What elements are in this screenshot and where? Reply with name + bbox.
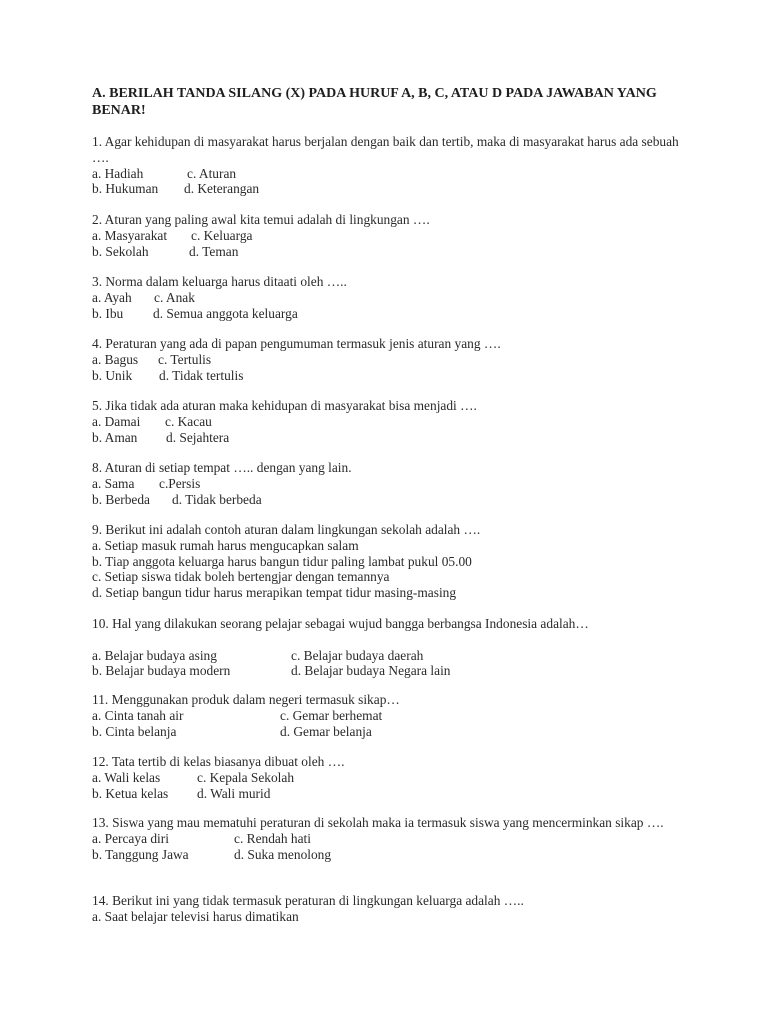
option-d: d. Teman bbox=[189, 243, 239, 259]
option-c: c. Kacau bbox=[165, 413, 212, 429]
option-a: a. Hadiah bbox=[92, 165, 144, 181]
question-11 bbox=[92, 692, 692, 739]
option-b: b. Berbeda bbox=[92, 491, 151, 507]
question-stem: 12. Tata tertib di kelas biasanya dibuat oleh …. bbox=[92, 754, 345, 769]
option-c: c. Rendah hati bbox=[234, 830, 311, 846]
option-a: a. Sama bbox=[92, 475, 135, 491]
question-stem: 9. Berikut ini adalah contoh aturan dalam lingkungan sekolah adalah …. bbox=[92, 522, 481, 537]
option-a: a. Saat belajar televisi harus dimatikan bbox=[92, 908, 299, 924]
question-9 bbox=[92, 522, 692, 601]
question-stem: 3. Norma dalam keluarga harus ditaati oleh ….. bbox=[92, 274, 347, 289]
question-stem: 10. Hal yang dilakukan seorang pelajar sebagai wujud bangga berbangsa Indonesia adalah… bbox=[92, 616, 589, 631]
question-2 bbox=[92, 212, 692, 259]
option-c: c. Tertulis bbox=[158, 351, 212, 367]
option-d: d. Belajar budaya Negara lain bbox=[291, 663, 451, 679]
question-4 bbox=[92, 336, 692, 383]
option-a: a. Ayah bbox=[92, 289, 132, 305]
option-b: b. Cinta belanja bbox=[92, 723, 177, 739]
question-stem: 5. Jika tidak ada aturan maka kehidupan di masyarakat bisa menjadi …. bbox=[92, 398, 477, 413]
option-a: a. Bagus bbox=[92, 351, 139, 367]
question-8 bbox=[92, 460, 692, 507]
option-c: c.Persis bbox=[159, 475, 201, 491]
question-stem: 13. Siswa yang mau mematuhi peraturan di sekolah maka ia termasuk siswa yang mencerminkan sikap …. bbox=[92, 815, 664, 830]
option-b: b. Aman bbox=[92, 429, 138, 445]
option-c: c. Belajar budaya daerah bbox=[291, 647, 424, 663]
option-b: b. Ibu bbox=[92, 305, 124, 321]
question-13 bbox=[92, 815, 692, 862]
option-a: a. Belajar budaya asing bbox=[92, 647, 217, 663]
option-d: d. Sejahtera bbox=[166, 429, 230, 445]
question-stem: 1. Agar kehidupan di masyarakat harus berjalan dengan baik dan tertib, maka di masyarakat harus ada sebuah …. bbox=[92, 134, 679, 165]
option-b: b. Hukuman bbox=[92, 181, 159, 197]
option-c: c. Kepala Sekolah bbox=[197, 769, 295, 785]
instruction-heading: A. BERILAH TANDA SILANG (X) PADA HURUF A, B, C, ATAU D PADA JAWABAN YANG BENAR! bbox=[92, 86, 657, 118]
option-b: b. Belajar budaya modern bbox=[92, 663, 231, 679]
question-14 bbox=[92, 893, 692, 925]
option-a: a. Wali kelas bbox=[92, 769, 161, 785]
option-b: b. Ketua kelas bbox=[92, 785, 169, 801]
option-d: d. Wali murid bbox=[197, 785, 271, 801]
option-d: d. Suka menolong bbox=[234, 846, 332, 862]
option-d: d. Semua anggota keluarga bbox=[153, 305, 298, 321]
option-c: c. Gemar berhemat bbox=[280, 707, 383, 723]
question-3 bbox=[92, 274, 692, 321]
option-c: c. Anak bbox=[154, 289, 195, 305]
question-stem: 14. Berikut ini yang tidak termasuk peraturan di lingkungan keluarga adalah ….. bbox=[92, 893, 524, 908]
question-12 bbox=[92, 754, 692, 801]
option-b: b. Tanggung Jawa bbox=[92, 846, 189, 862]
option-d: d. Gemar belanja bbox=[280, 723, 372, 739]
option-c: c. Aturan bbox=[187, 165, 237, 181]
question-stem: 8. Aturan di setiap tempat ….. dengan yang lain. bbox=[92, 460, 352, 475]
option-a: a. Cinta tanah air bbox=[92, 707, 184, 723]
question-stem: 2. Aturan yang paling awal kita temui adalah di lingkungan …. bbox=[92, 212, 430, 227]
option-d: d. Setiap bangun tidur harus merapikan tempat tidur masing-masing bbox=[92, 585, 457, 601]
option-b: b. Sekolah bbox=[92, 243, 149, 259]
option-a: a. Percaya diri bbox=[92, 830, 169, 846]
option-c: c. Setiap siswa tidak boleh bertengjar dengan temannya bbox=[92, 569, 390, 585]
question-1 bbox=[92, 134, 692, 197]
option-b: b. Tiap anggota keluarga harus bangun tidur paling lambat pukul 05.00 bbox=[92, 553, 472, 569]
option-a: a. Damai bbox=[92, 413, 141, 429]
question-10 bbox=[92, 616, 692, 679]
question-5 bbox=[92, 398, 692, 445]
option-a: a. Setiap masuk rumah harus mengucapkan salam bbox=[92, 537, 359, 553]
question-stem: 4. Peraturan yang ada di papan pengumuman termasuk jenis aturan yang …. bbox=[92, 336, 501, 351]
option-d: d. Keterangan bbox=[184, 181, 260, 197]
option-c: c. Keluarga bbox=[191, 227, 253, 243]
option-b: b. Unik bbox=[92, 367, 133, 383]
option-a: a. Masyarakat bbox=[92, 227, 168, 243]
option-d: d. Tidak berbeda bbox=[172, 491, 262, 507]
question-stem: 11. Menggunakan produk dalam negeri termasuk sikap… bbox=[92, 692, 400, 707]
option-d: d. Tidak tertulis bbox=[159, 367, 244, 383]
